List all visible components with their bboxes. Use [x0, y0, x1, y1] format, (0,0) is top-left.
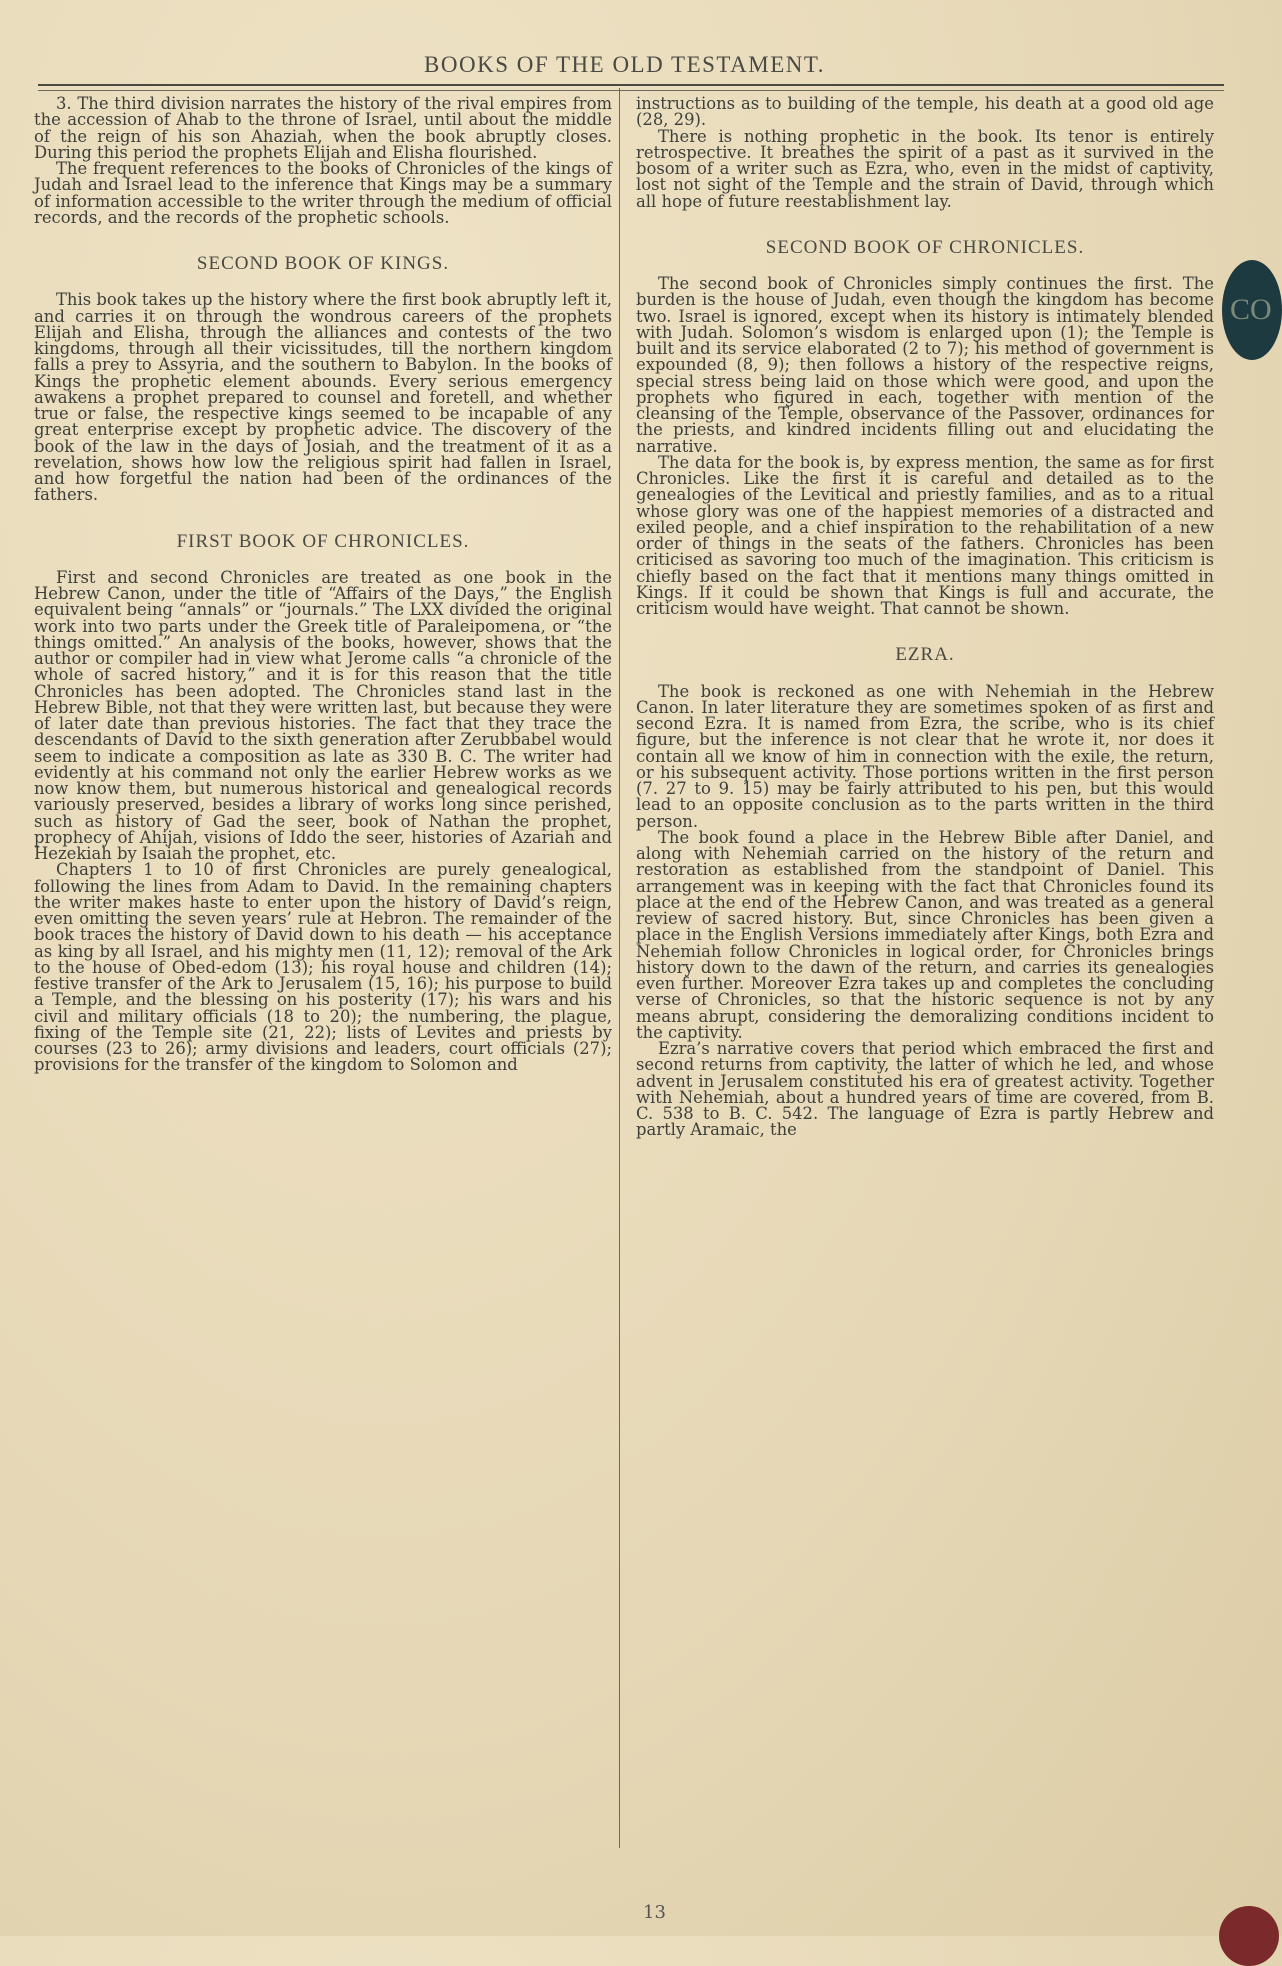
- right-column: [636, 96, 1214, 1139]
- paragraph: The book is reckoned as one with Nehemiah in the Hebrew Canon. In later literature they are sometimes spoken of as first and second Ezra. It is named from Ezra, the scribe, who is its chief figure, but the inference is not clear that he wrote it, nor does it contain all we know of him in connection with the exile, the return, or his subsequent activity. Those portions written in the first person (7. 27 to 9. 15) may be fairly attributed to his pen, but this would lead to an opposite conclusion as to the parts written in the third person.: [636, 681, 1214, 831]
- section-heading-second-kings: SECOND BOOK OF KINGS.: [196, 253, 450, 274]
- paragraph: The frequent references to the books of Chronicles of the kings of Judah and Israel lead to the inference that Kings may be a summary of information accessible to the writer through the medium of official records, and the records of the prophetic schools.: [34, 159, 612, 227]
- paragraph: The second book of Chronicles simply continues the first. The burden is the house of Judah, even though the kingdom has become two. Israel is ignored, except when its history is intimately blended with Judah. Solomon’s wisdom is enlarged upon (1); the Temple is built and its service elaborated (2 to 7); his method of government is expounded (8, 9); then follows a history of the respective reigns, special stress being laid on those which were good, and upon the prophets who figured in each, together with mention of the cleansing of the Temple, observance of the Passover, ordinances for the priests, and kindred incidents filling out and elucidating the narrative.: [636, 274, 1214, 456]
- header-rule: [38, 84, 1224, 91]
- paragraph-continuation: instructions as to building of the temple, his death at a good old age (28, 29).: [636, 94, 1214, 130]
- section-heading-first-chronicles: FIRST BOOK OF CHRONICLES.: [176, 530, 470, 552]
- paragraph: The book found a place in the Hebrew Bible after Daniel, and along with Nehemiah carried on the history of the return and restoration as established from the standpoint of Daniel. This arrangement was in keeping with the fact that Chronicles found its place at the end of the Hebrew Canon, and was treated as a general review of sacred history. But, since Chronicles has been given a place in the English Versions immediately after Kings, both Ezra and Nehemiah follow Chronicles in logical order, for Chronicles brings history down to the dawn of the return, and carries its genealogies even further. Moreover Ezra takes up and completes the concluding verse of Chronicles, so that the historic sequence is not by any means abrupt, considering the demoralizing conditions incident to the captivity.: [636, 827, 1214, 1042]
- paragraph: Ezra’s narrative covers that period which embraced the first and second returns from captivity, the latter of which he led, and whose advent in Jerusalem constituted his era of greatest activity. Together with Nehemiah, about a hundred years of time are covered, from B. C. 538 to B. C. 542. The language of Ezra is partly Hebrew and partly Aramaic, the: [636, 1039, 1214, 1140]
- paragraph: Chapters 1 to 10 of first Chronicles are purely genealogical, following the lines from Adam to David. In the remaining chapters the writer makes haste to enter upon the history of David’s reign, even omitting the seven years’ rule at Hebron. The remainder of the book traces the history of David down to his death — his acceptance as king by all Israel, and his mighty men (11, 12); removal of the Ark to the house of Obed-edom (13); his royal house and children (14); festive transfer of the Ark to Jerusalem (15, 16); his purpose to build a Temple, and the blessing on his posterity (17); his wars and his civil and military officials (18 to 20); the numbering, the plague, fixing of the Temple site (21, 22); lists of Levites and priests by courses (23 to 26); army divisions and leaders, court officials (27); provisions for the transfer of the kingdom to Solomon and: [34, 860, 612, 1075]
- page-number: 13: [643, 1902, 666, 1923]
- left-column: [34, 96, 612, 1074]
- page-number-container: [0, 1902, 1249, 1923]
- paragraph: The data for the book is, by express mention, the same as for first Chronicles. Like the first it is careful and detailed as to the genealogies of the Levitical and priestly families, and as to a ritual whose glory was one of the happiest memories of a distracted and exiled people, and a chief inspiration to the rehabilitation of a new order of things in the seats of the fathers. Chronicles has been criticised as savoring too much of the imagination. This criticism is chiefly based on the fact that it mentions many things omitted in Kings. If it could be shown that Kings is full and accurate, the criticism would have weight. That cannot be shown.: [636, 452, 1214, 618]
- section-heading-second-chronicles: SECOND BOOK OF CHRONICLES.: [765, 236, 1085, 258]
- paragraph: First and second Chronicles are treated as one book in the Hebrew Canon, under the title of “Affairs of the Days,” the English equivalent being “annals” or “journals.” The LXX divided the original work into two parts under the Greek title of Paraleipomena, or “the things omitted.” An analysis of the books, however, shows that the author or compiler had in view what Jerome calls “a chronicle of the whole of sacred history,” and it is for this reason that the title Chronicles has been adopted. The Chronicles stand last in the Hebrew Bible, not that they were written last, but because they were of later date than previous histories. The fact that they trace the descendants of David to the sixth generation after Zerubbabel would seem to indicate a composition as late as 330 B. C. The writer had evidently at his command not only the earlier Hebrew works as we now know them, but numerous historical and genealogical records variously preserved, besides a library of works long since perished, such as history of Gad the seer, book of Nathan the prophet, prophecy of Ahijah, visions of Iddo the seer, histories of Azariah and Hezekiah by Isaiah the prophet, etc.: [34, 567, 612, 863]
- paragraph: This book takes up the history where the first book abruptly left it, and carries it on through the wondrous careers of the prophets Elijah and Elisha, through the alliances and contests of the two kingdoms, through all their vicissitudes, till the northern kingdom falls a prey to Assyria, and the southern to Babylon. In the books of Kings the prophetic element abounds. Every serious emergency awakens a prophet prepared to counsel and foretell, and whether true or false, the respective kings seemed to be incapable of any great enterprise except by prophetic advice. The discovery of the book of the law in the days of Josiah, and the treatment of it as a revelation, shows how low the religious spirit had fallen in Israel, and how forgetful the nation had been of the ordinances of the fathers.: [34, 290, 612, 505]
- running-header: BOOKS OF THE OLD TESTAMENT.: [424, 52, 825, 77]
- paragraph: 3. The third division narrates the history of the rival empires from the accession of Ahab to the throne of Israel, until about the middle of the reign of his son Ahaziah, when the book abruptly closes. During this period the prophets Elijah and Elisha flourished.: [34, 94, 612, 162]
- column-divider: [619, 88, 620, 1848]
- paragraph: There is nothing prophetic in the book. Its tenor is entirely retrospective. It breathes the spirit of a past as it survived in the bosom of a writer such as Ezra, who, even in the midst of captivity, lost not sight of the Temple and the strain of David, through which all hope of future reestablishment lay.: [636, 126, 1214, 211]
- thumb-index-tab: CO: [1222, 260, 1282, 360]
- section-heading-ezra: EZRA.: [895, 644, 955, 666]
